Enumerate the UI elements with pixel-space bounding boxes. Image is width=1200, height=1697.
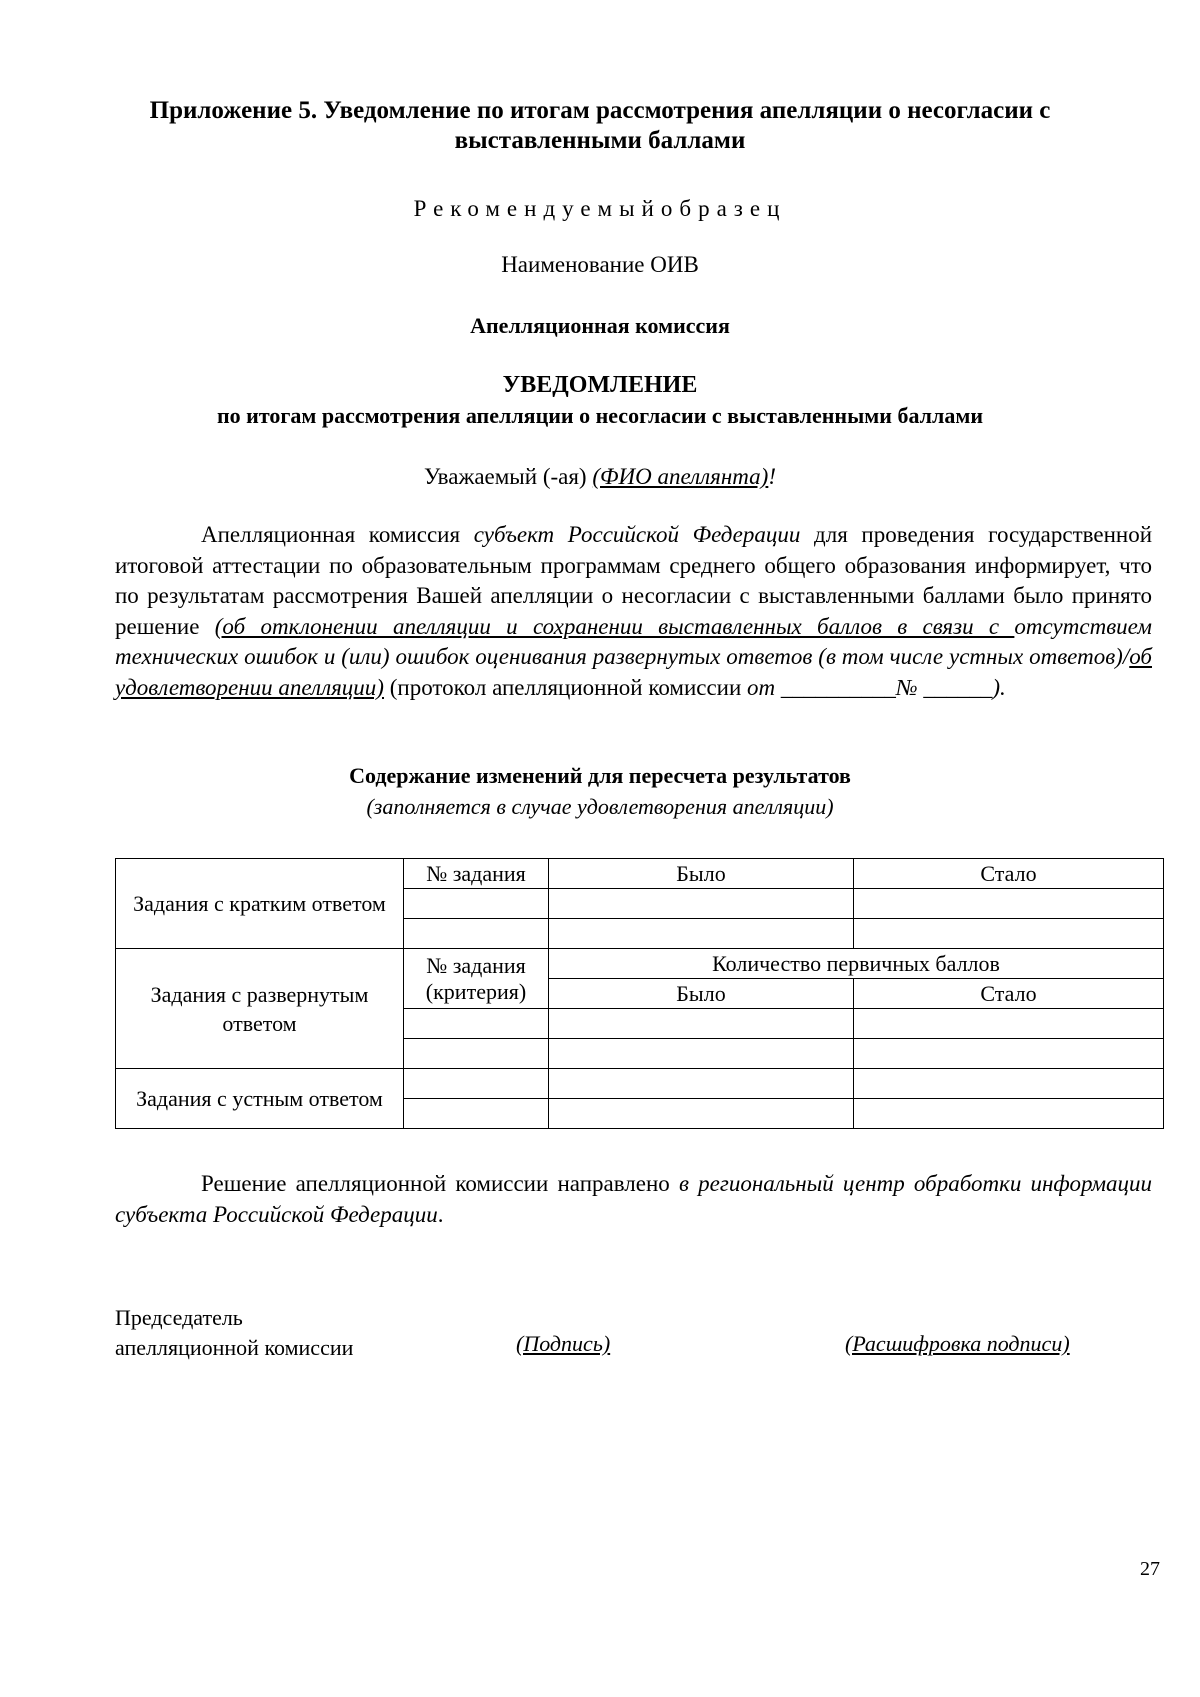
page-number: 27 — [1140, 1558, 1160, 1580]
notice-heading: УВЕДОМЛЕНИЕ — [502, 372, 698, 398]
empty-cell — [854, 889, 1164, 919]
protocol-number-prefix: № — [895, 674, 924, 700]
empty-cell — [404, 1099, 549, 1129]
empty-cell — [404, 889, 549, 919]
rcoi-placeholder: в региональный центр обработки информации субъекта Российской Федерации — [115, 1171, 1152, 1227]
p2-end: . — [437, 1201, 444, 1227]
changes-note: (заполняется в случае удовлетворения апелляции) — [366, 794, 834, 819]
empty-cell — [854, 1069, 1164, 1099]
decision-reason: отсутствием технических ошибок и (или) ошибок оценивания развернутых ответов (в том числе устных ответов)/ — [115, 613, 1152, 669]
short-answer-group: Задания с кратким ответом — [116, 859, 404, 949]
oral-answer-group: Задания с устным ответом — [116, 1069, 404, 1129]
column-header-became: Стало — [854, 859, 1164, 889]
empty-cell — [549, 1039, 854, 1069]
column-header-task-criterion: № задания (критерия) — [404, 949, 549, 1009]
chair-label — [115, 1303, 353, 1363]
p1-text-a: Апелляционная комиссия — [201, 522, 474, 547]
empty-cell — [549, 889, 854, 919]
empty-cell — [549, 1099, 854, 1129]
table-row — [116, 859, 1164, 889]
p1-text-b: для проведения государственной итоговой аттестации по образовательным программам среднего общего образования информирует, что по результатам рассмотрения Вашей апелляции о несогласии с выставленными баллами было принято решение — [115, 522, 1153, 639]
greeting-prefix: Уважаемый (-ая) — [423, 464, 593, 489]
empty-cell — [404, 1039, 549, 1069]
empty-cell — [404, 1009, 549, 1039]
column-header-task-no: № задания — [404, 859, 549, 889]
column-header-became: Стало — [854, 979, 1164, 1009]
table-row — [116, 949, 1164, 979]
p2-text-a: Решение апелляционной комиссии направлено — [201, 1171, 679, 1196]
commission-name: Апелляционная комиссия — [470, 313, 730, 338]
notice-subheading: по итогам рассмотрения апелляции о несогласии с выставленными баллами — [216, 403, 983, 428]
empty-cell — [854, 919, 1164, 949]
greeting-suffix: ! — [768, 464, 776, 489]
protocol-end: ). — [992, 674, 1006, 700]
changes-table — [115, 858, 1164, 1129]
protocol-text: (протокол апелляционной комиссии — [383, 674, 748, 700]
greeting — [0, 464, 1200, 490]
empty-cell — [404, 1069, 549, 1099]
empty-cell — [854, 1099, 1164, 1129]
column-header-was: Было — [549, 859, 854, 889]
chair-label-line-1: Председатель — [115, 1305, 243, 1330]
changes-title: Содержание изменений для пересчета результатов — [349, 763, 851, 788]
decision-sent-paragraph — [115, 1169, 1152, 1230]
protocol-date-blank: __________ — [780, 674, 896, 700]
subject-placeholder: субъект Российской Федерации — [473, 522, 801, 547]
empty-cell — [404, 919, 549, 949]
chair-label-line-2: апелляционной комиссии — [115, 1335, 354, 1360]
empty-cell — [854, 1009, 1164, 1039]
column-header-was: Было — [549, 979, 854, 1009]
column-header-primary-points: Количество первичных баллов — [549, 949, 1164, 979]
appellant-name-placeholder: (ФИО апеллянта) — [592, 464, 769, 489]
table-row — [116, 1069, 1164, 1099]
protocol-number-blank: ______ — [923, 674, 993, 700]
signature-decoding-placeholder: (Расшифровка подписи) — [845, 1331, 1070, 1356]
sample-label: Рекомендуемыйобразец — [413, 196, 787, 221]
signature-placeholder: (Подпись) — [516, 1331, 611, 1356]
decision-option-reject: (об отклонении апелляции и сохранении выставленных баллов в связи с — [214, 613, 1015, 639]
decision-paragraph — [115, 520, 1152, 703]
extended-answer-group: Задания с развернутым ответом — [116, 949, 404, 1069]
empty-cell — [854, 1039, 1164, 1069]
appendix-title: Приложение 5. Уведомление по итогам рассмотрения апелляции о несогласии с выставленными баллами — [149, 97, 1051, 154]
empty-cell — [549, 1009, 854, 1039]
decision-option-satisfy: об удовлетворении апелляции) — [115, 644, 1152, 700]
protocol-date-prefix: от — [747, 674, 781, 700]
oiv-name: Наименование ОИВ — [501, 252, 699, 277]
empty-cell — [549, 1069, 854, 1099]
empty-cell — [549, 919, 854, 949]
